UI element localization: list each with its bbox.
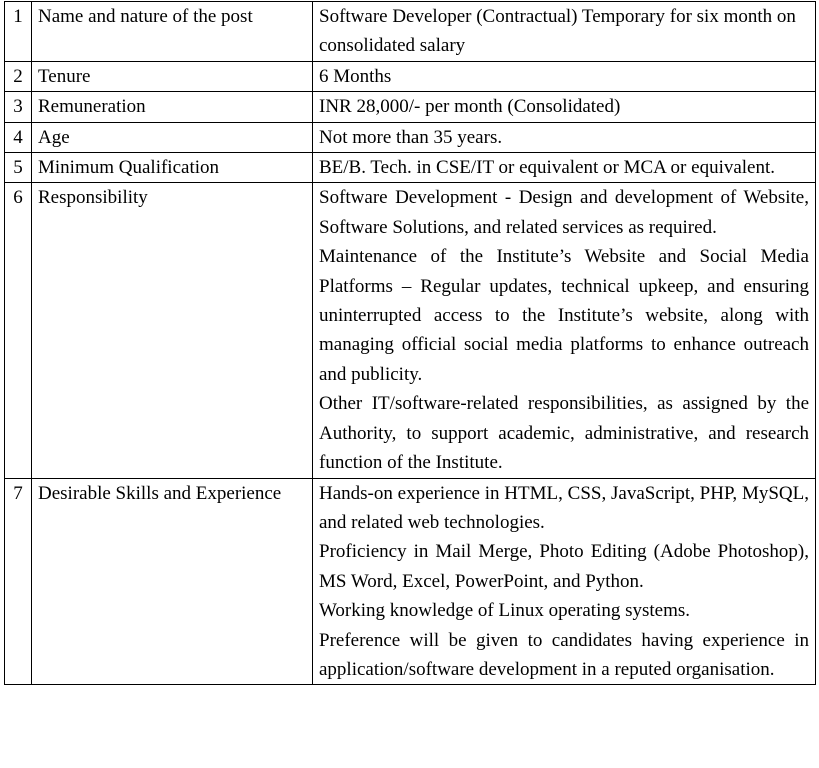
row-label: Responsibility: [32, 183, 313, 478]
row-value: [313, 153, 816, 183]
row-number: 4: [5, 122, 32, 152]
table-row-qualification: [5, 153, 816, 183]
row-value: [313, 183, 816, 478]
row-number: 7: [5, 478, 32, 685]
row-label: Remuneration: [32, 92, 313, 122]
value-paragraph: Not more than 35 years.: [319, 126, 503, 148]
row-number: 1: [5, 2, 32, 62]
value-paragraph: Proficiency in Mail Merge, Photo Editing (Adobe Photoshop), MS Word, Excel, PowerPoint, and Python.: [319, 541, 809, 592]
row-value: [313, 2, 816, 62]
value-paragraph: Software Developer (Contractual) Temporary for six month on consolidated salary: [319, 6, 796, 57]
row-number: 5: [5, 153, 32, 183]
row-label: Desirable Skills and Experience: [32, 478, 313, 685]
row-number: 6: [5, 183, 32, 478]
row-number: 2: [5, 61, 32, 91]
row-value: [313, 478, 816, 685]
table-row-remuneration: [5, 92, 816, 122]
table-row-tenure: [5, 61, 816, 91]
value-paragraph: Other IT/software-related responsibilities, as assigned by the Authority, to support academic, administrative, and research function of the Institute.: [319, 393, 809, 474]
table-row-skills: [5, 478, 816, 685]
value-paragraph: Working knowledge of Linux operating systems.: [319, 600, 691, 622]
table-row-responsibility: [5, 183, 816, 478]
value-paragraph: Hands-on experience in HTML, CSS, JavaScript, PHP, MySQL, and related web technologies.: [319, 482, 809, 533]
row-value: [313, 122, 816, 152]
row-label: Name and nature of the post: [32, 2, 313, 62]
value-paragraph: BE/B. Tech. in CSE/IT or equivalent or MCA or equivalent.: [319, 157, 776, 179]
table-row-post-name: [5, 2, 816, 62]
post-details-table: [4, 1, 816, 685]
value-paragraph: Software Development - Design and development of Website, Software Solutions, and related services as required.: [319, 187, 809, 238]
row-label: Tenure: [32, 61, 313, 91]
table-row-age: [5, 122, 816, 152]
row-label: Minimum Qualification: [32, 153, 313, 183]
value-paragraph: 6 Months: [319, 65, 392, 87]
value-paragraph: INR 28,000/- per month (Consolidated): [319, 96, 621, 118]
value-paragraph: Maintenance of the Institute’s Website and Social Media Platforms – Regular updates, technical upkeep, and ensuring uninterrupted access to the Institute’s website, along with managing official social media platforms to enhance outreach and publicity.: [319, 246, 809, 385]
row-label: Age: [32, 122, 313, 152]
value-paragraph: Preference will be given to candidates having experience in application/software development in a reputed organisation.: [319, 629, 809, 680]
row-number: 3: [5, 92, 32, 122]
row-value: [313, 61, 816, 91]
row-value: [313, 92, 816, 122]
